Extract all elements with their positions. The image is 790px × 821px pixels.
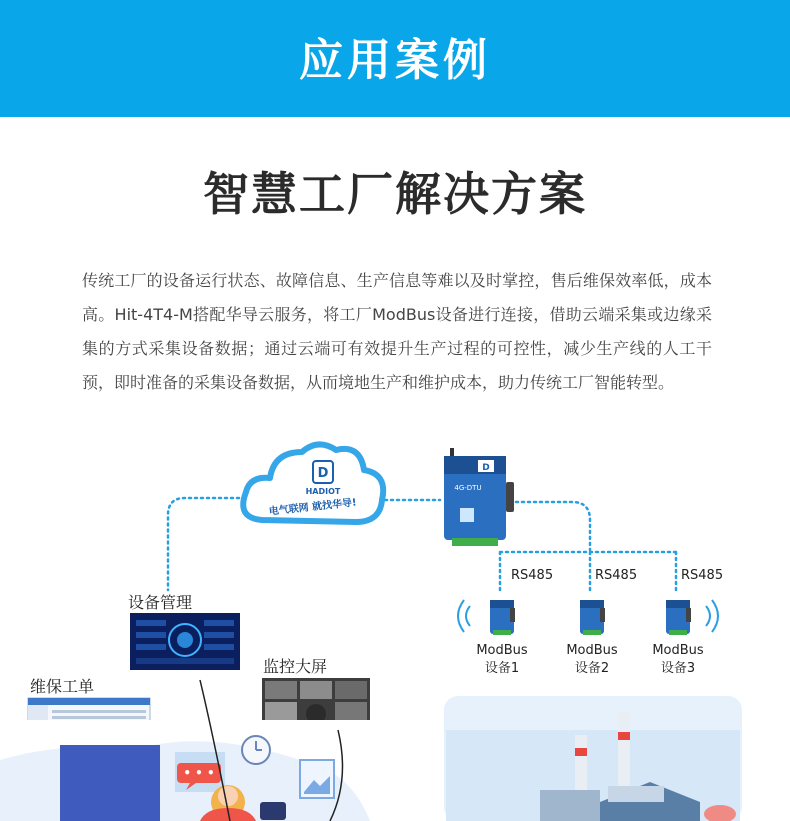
monitor-screen-label: 监控大屏 bbox=[263, 657, 328, 676]
gateway-device bbox=[444, 448, 514, 546]
device-1-name: ModBus bbox=[476, 643, 528, 658]
banner-title: 应用案例 bbox=[299, 35, 491, 86]
device-1-label bbox=[467, 642, 537, 678]
device-2-name: ModBus bbox=[566, 643, 618, 658]
device-2-sub: 设备2 bbox=[574, 661, 610, 676]
cloud-to-apps-line bbox=[168, 498, 245, 590]
rs485-label-1: RS485 bbox=[511, 568, 554, 583]
solution-description: 传统工厂的设备运行状态、故障信息、生产信息等难以及时掌控，售后维保效率低，成本高。Hit-4T4-M搭配华导云服务，将工厂ModBus设备进行连接，借助云端采集或边缘采集的方式采集设备数据；通过云端可有效提升生产过程的可控性，减少生产线的人工干预，即时准备的采集设备数据，从而境地生产和维护成本，助力传统工厂智能转型。 bbox=[82, 271, 712, 392]
device-3-label bbox=[643, 642, 713, 678]
svg-text:D: D bbox=[317, 466, 329, 481]
signal-left-icon bbox=[458, 600, 470, 632]
signal-right-icon bbox=[706, 600, 718, 632]
rs485-label-3: RS485 bbox=[681, 568, 724, 583]
solution-diagram bbox=[0, 430, 790, 821]
device-3-name: ModBus bbox=[652, 643, 704, 658]
section-title: 智慧工厂解决方案 bbox=[203, 167, 587, 221]
device-management-screen bbox=[130, 613, 240, 670]
cloud-slogan: 电气联网 就找华导! bbox=[268, 497, 358, 518]
gateway-label: 4G-DTU bbox=[454, 484, 482, 492]
maintenance-orders-label: 维保工单 bbox=[30, 677, 95, 696]
cloud-icon bbox=[243, 444, 383, 522]
modbus-device-3 bbox=[666, 600, 691, 635]
header-banner bbox=[0, 0, 790, 117]
device-3-sub: 设备3 bbox=[660, 661, 696, 676]
factory-illustration bbox=[444, 696, 742, 821]
diagram-graphics bbox=[0, 430, 790, 821]
modbus-device-2 bbox=[580, 600, 605, 635]
cloud-logo-text: HADIOT bbox=[305, 487, 341, 496]
device-1-sub: 设备1 bbox=[484, 661, 520, 676]
device-2-label bbox=[557, 642, 627, 678]
chat-bubble-text: • • • bbox=[183, 766, 215, 780]
rs485-label-2: RS485 bbox=[595, 568, 638, 583]
device-management-label: 设备管理 bbox=[128, 593, 193, 612]
svg-text:D: D bbox=[482, 463, 490, 473]
modbus-device-1 bbox=[490, 600, 515, 635]
